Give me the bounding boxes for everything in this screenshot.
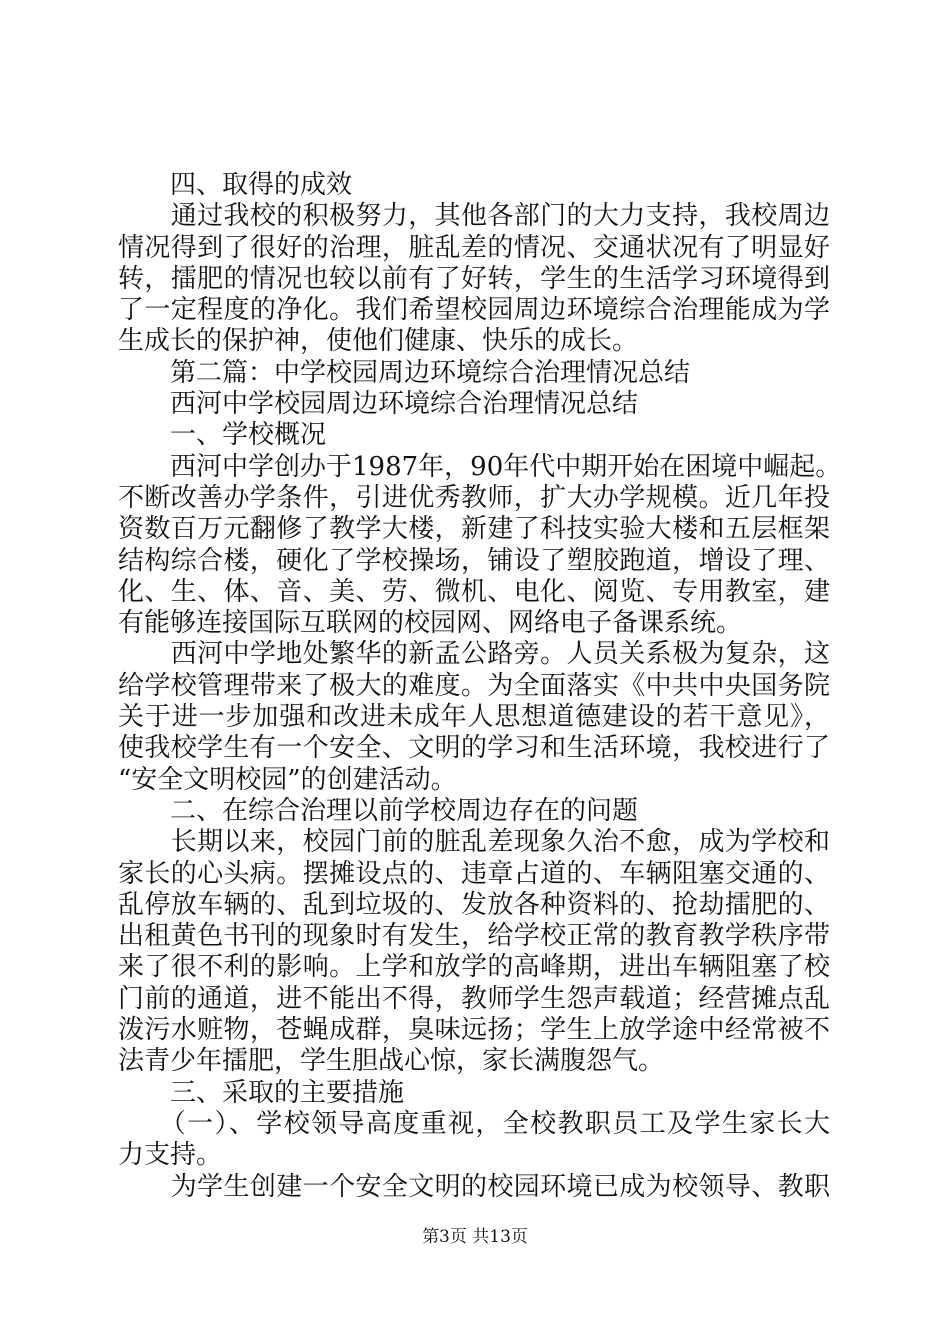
text-line: 转，擂肥的情况也较以前有了好转，学生的生活学习环境得到 (118, 263, 830, 294)
text-line: 西河中学创办于1987年，90年代中期开始在困境中崛起。 (118, 451, 842, 482)
text-line: 资数百万元翻修了教学大楼，新建了科技实验大楼和五层框架 (118, 514, 830, 545)
text-line: （一）、学校领导高度重视，全校教职员工及学生家长大 (118, 1108, 830, 1139)
text-line: 四、取得的成效 (118, 170, 353, 200)
text-line: 出租黄色书刊的现象时有发生，给学校正常的教育教学秩序带 (118, 921, 830, 952)
text-line: 给学校管理带来了极大的难度。为全面落实《中共中央国务院 (118, 670, 830, 701)
text-line: 长期以来，校园门前的脏乱差现象久治不愈，成为学校和 (118, 827, 830, 858)
text-line: 了一定程度的净化。我们希望校园周边环境综合治理能成为学 (118, 295, 830, 326)
text-line: 西河中学地处繁华的新孟公路旁。人员关系极为复杂，这 (118, 639, 830, 670)
text-line: 使我校学生有一个安全、文明的学习和生活环境，我校进行了 (118, 733, 830, 764)
text-line: 三、采取的主要措施 (118, 1077, 405, 1108)
text-line: 门前的通道，进不能出不得，教师学生怨声载道；经营摊点乱 (118, 983, 830, 1014)
text-line: “安全文明校园”的创建活动。 (118, 764, 457, 795)
text-line: 西河中学校园周边环境综合治理情况总结 (118, 389, 639, 420)
text-line: 通过我校的积极努力，其他各部门的大力支持，我校周边 (118, 201, 830, 232)
text-line: 乱停放车辆的、乱到垃圾的、发放各种资料的、抢劫擂肥的、 (118, 889, 830, 920)
text-line: 二、在综合治理以前学校周边存在的问题 (118, 795, 639, 826)
document-body (118, 170, 842, 1203)
text-line: 家长的心头病。摆摊设点的、违章占道的、车辆阻塞交通的、 (118, 858, 830, 889)
page-footer: 第3页 共13页 (422, 1227, 528, 1247)
text-line: 为学生创建一个安全文明的校园环境已成为校领导、教职 (118, 1171, 830, 1202)
text-line: 一、学校概况 (118, 420, 327, 451)
text-line: 泼污水赃物，苍蝇成群，臭味远扬；学生上放学途中经常被不 (118, 1015, 830, 1046)
text-line: 有能够连接国际互联网的校园网、网络电子备课系统。 (118, 608, 743, 639)
text-line: 化、生、体、音、美、劳、微机、电化、阅览、专用教室，建 (118, 576, 830, 607)
text-line: 第二篇：中学校园周边环境综合治理情况总结 (118, 357, 691, 388)
text-line: 关于进一步加强和改进未成年人思想道德建设的若干意见》， (118, 702, 830, 733)
text-line: 法青少年擂肥，学生胆战心惊，家长满腹怨气。 (118, 1046, 665, 1077)
text-line: 来了很不利的影响。上学和放学的高峰期，进出车辆阻塞了校 (118, 952, 830, 983)
text-line: 生成长的保护神，使他们健康、快乐的成长。 (118, 326, 639, 357)
text-line: 结构综合楼，硬化了学校操场，铺设了塑胶跑道，增设了理、 (118, 545, 830, 576)
text-line: 力支持。 (118, 1140, 223, 1171)
text-line: 情况得到了很好的治理，脏乱差的情况、交通状况有了明显好 (118, 232, 830, 263)
text-line: 不断改善办学条件，引进优秀教师，扩大办学规模。近几年投 (118, 482, 830, 513)
